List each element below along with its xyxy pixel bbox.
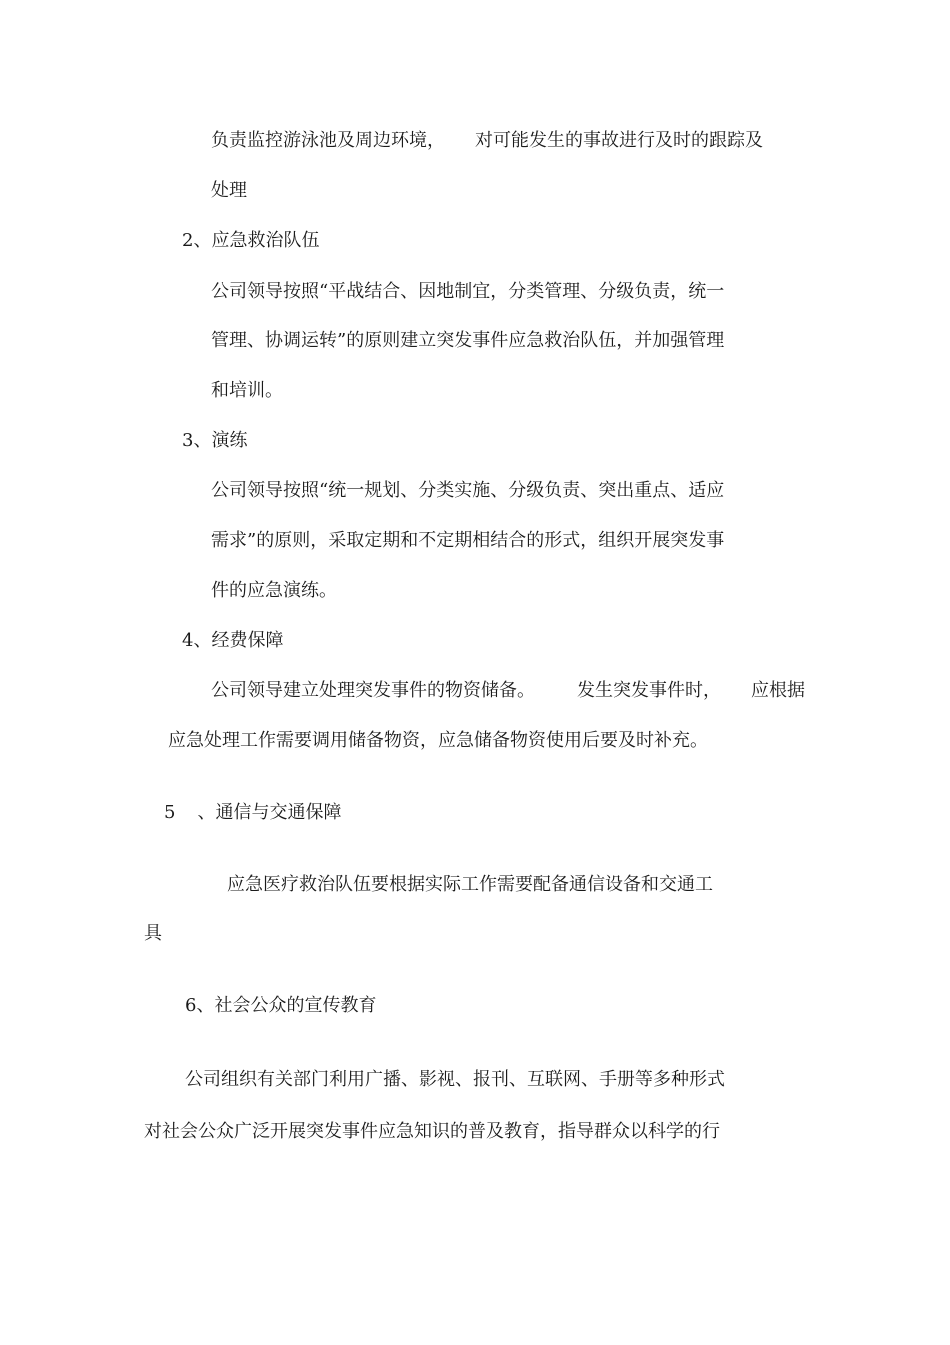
paragraph-line: 件的应急演练。: [211, 580, 337, 601]
paragraph-line: 公司组织有关部门利用广播、影视、报刊、互联网、手册等多种形式: [185, 1069, 725, 1090]
heading-number: 5: [164, 802, 176, 823]
paragraph-line: [211, 679, 805, 703]
paragraph-line: 公司领导按照“统一规划、分类实施、分级负责、突出重点、适应: [211, 480, 725, 501]
section-heading: 3、演练: [182, 430, 248, 451]
section-heading: 4、经费保障: [182, 630, 284, 651]
text-segment: 负责监控游泳池及周边环境，: [211, 130, 445, 151]
paragraph-line: [211, 129, 763, 153]
paragraph-line: 具: [144, 923, 162, 944]
section-heading: 6、社会公众的宣传教育: [185, 995, 377, 1016]
text-segment: 应根据: [751, 680, 805, 701]
paragraph-line: 处理: [211, 180, 247, 201]
section-heading: [164, 801, 341, 825]
paragraph-line: 管理、协调运转”的原则建立突发事件应急救治队伍，并加强管理: [211, 330, 725, 351]
section-heading: 2、应急救治队伍: [182, 230, 320, 251]
paragraph-line: 应急处理工作需要调用储备物资，应急储备物资使用后要及时补充。: [168, 730, 708, 751]
paragraph-line: 需求”的原则，采取定期和不定期相结合的形式，组织开展突发事: [211, 530, 725, 551]
text-segment: 公司领导建立处理突发事件的物资储备。: [211, 680, 535, 701]
paragraph-line: 和培训。: [211, 380, 283, 401]
paragraph-line: 应急医疗救治队伍要根据实际工作需要配备通信设备和交通工: [227, 874, 713, 895]
paragraph-line: 对社会公众广泛开展突发事件应急知识的普及教育，指导群众以科学的行: [144, 1121, 720, 1142]
paragraph-line: 公司领导按照“平战结合、因地制宜，分类管理、分级负责，统一: [211, 281, 725, 302]
text-segment: 对可能发生的事故进行及时的跟踪及: [475, 130, 763, 151]
text-segment: 发生突发事件时，: [577, 680, 721, 701]
heading-text: 、通信与交通保障: [197, 802, 342, 823]
